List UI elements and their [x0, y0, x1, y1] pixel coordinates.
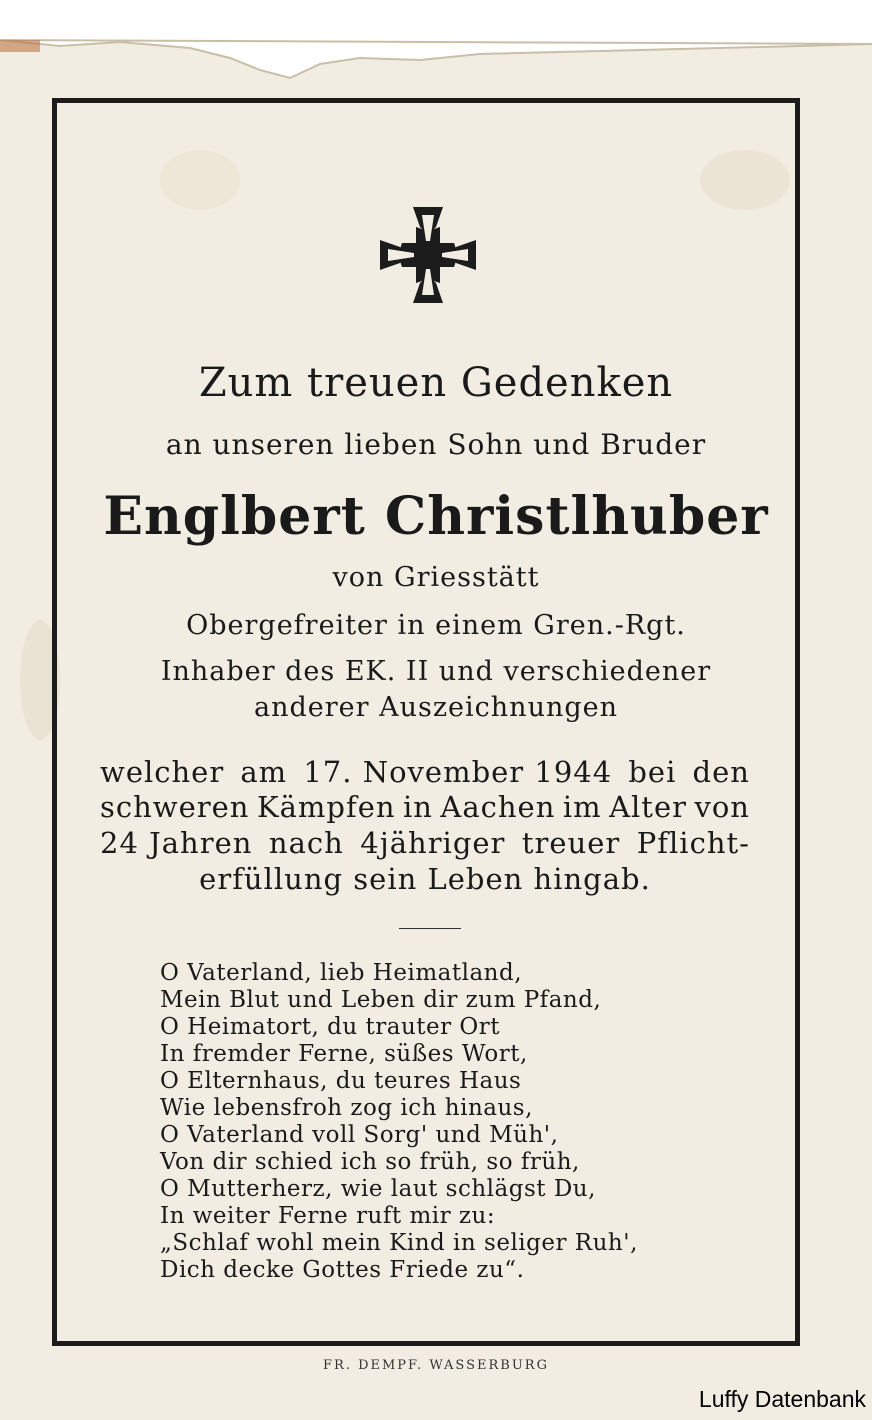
divider-line: [399, 928, 461, 929]
narrative-word: Pflicht-: [636, 826, 750, 860]
poem-line: Von dir schied ich so früh, so früh,: [160, 1149, 580, 1175]
printer-imprint: FR. DEMPF. WASSERBURG: [323, 1358, 549, 1373]
poem-line: „Schlaf wohl mein Kind in seliger Ruh',: [160, 1230, 638, 1256]
narrative-word: den: [692, 755, 750, 789]
poem: [160, 960, 638, 1284]
narrative-word: treuer: [521, 826, 621, 860]
memorial-heading: Zum treuen Gedenken: [198, 360, 674, 406]
narrative-line: [100, 790, 750, 824]
narrative-word: 24 Jahren: [100, 826, 253, 860]
poem-line: O Elternhaus, du teures Haus: [160, 1068, 522, 1094]
award-line: anderer Auszeichnungen: [253, 692, 619, 723]
narrative-line: [199, 862, 651, 896]
narrative-word: nach: [268, 826, 344, 860]
narrative-word: im: [562, 790, 602, 824]
narrative-word: am: [240, 755, 288, 789]
poem-line: O Mutterherz, wie laut schlägst Du,: [160, 1176, 596, 1202]
poem-line: O Vaterland voll Sorg' und Müh',: [160, 1122, 559, 1148]
poem-line: O Vaterland, lieb Heimatland,: [160, 960, 523, 986]
poem-line: Mein Blut und Leben dir zum Pfand,: [160, 987, 602, 1013]
origin-line: von Griesstätt: [332, 562, 540, 593]
narrative-line: [100, 755, 750, 789]
poem-line: Wie lebensfroh zog ich hinaus,: [160, 1095, 533, 1121]
iron-cross-icon: [378, 205, 478, 305]
poem-line: O Heimatort, du trauter Ort: [160, 1014, 501, 1040]
narrative-word: welcher: [100, 755, 225, 789]
narrative-word: bei: [628, 755, 677, 789]
poem-line: In fremder Ferne, süßes Wort,: [160, 1041, 528, 1067]
narrative-word: Aachen: [440, 790, 556, 824]
narrative-word: 4jähriger: [360, 826, 506, 860]
poem-line: Dich decke Gottes Friede zu“.: [160, 1257, 525, 1283]
narrative-word: in: [403, 790, 433, 824]
intro-line: an unseren lieben Sohn und Bruder: [165, 428, 707, 461]
rank-line: Obergefreiter in einem Gren.-Rgt.: [186, 610, 686, 641]
narrative-word: erfüllung sein Leben hingab.: [199, 862, 651, 896]
narrative-word: von: [694, 790, 750, 824]
narrative-line: [100, 826, 750, 860]
award-line: Inhaber des EK. II und verschiedener: [160, 656, 712, 687]
narrative-word: schweren: [100, 790, 250, 824]
poem-line: In weiter Ferne ruft mir zu:: [160, 1203, 496, 1229]
watermark-text: Luffy Datenbank: [698, 1386, 866, 1412]
torn-top-edge: [0, 0, 872, 110]
narrative-word: Alter: [609, 790, 687, 824]
narrative-word: Kämpfen: [256, 790, 396, 824]
narrative-word: 17. November 1944: [303, 755, 613, 789]
deceased-name: Englbert Christlhuber: [103, 486, 769, 547]
